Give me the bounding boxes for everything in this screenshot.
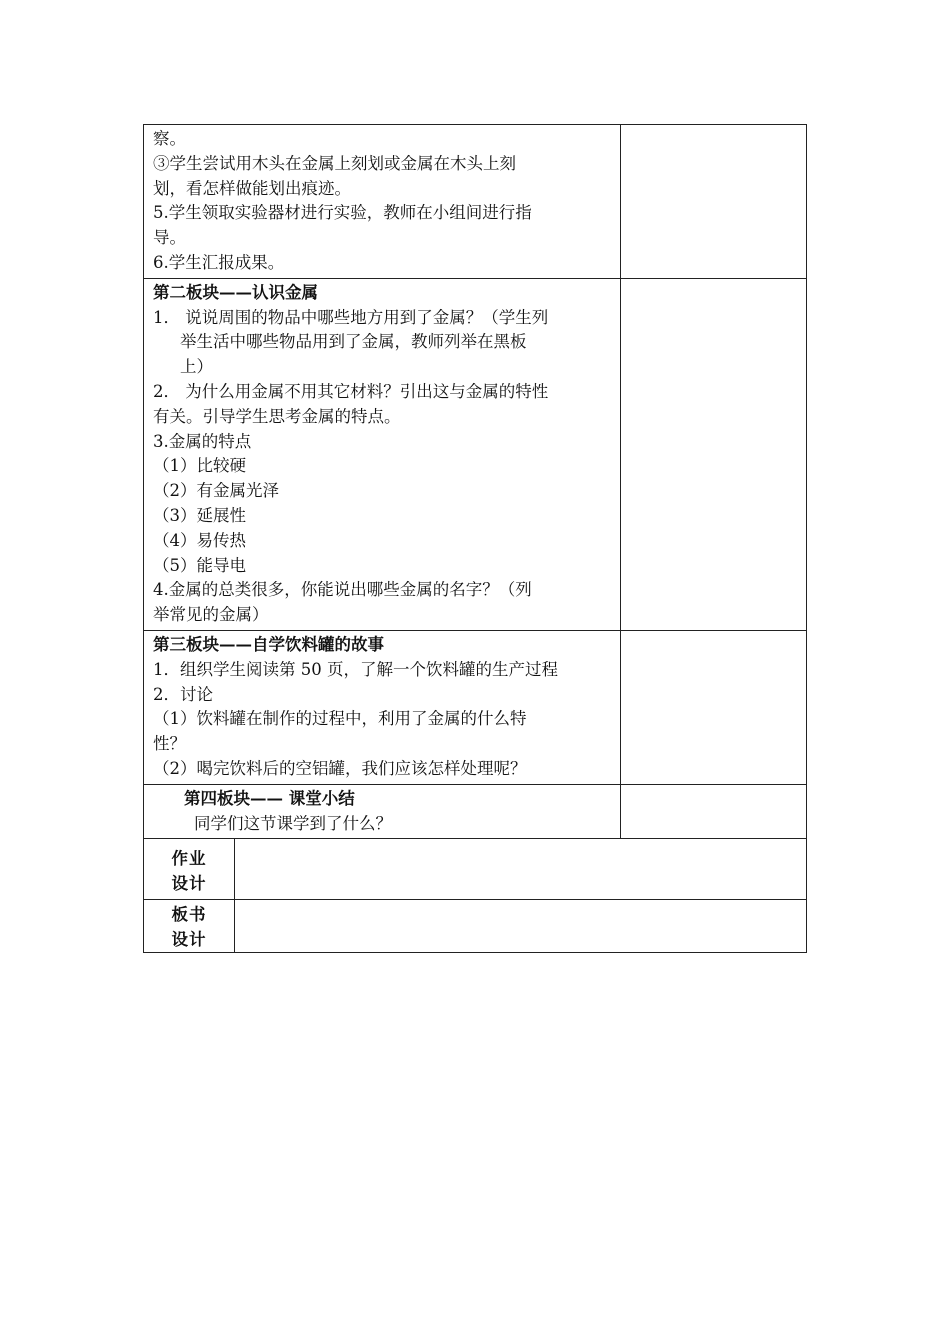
board-label-cell xyxy=(144,900,235,953)
section4-line: 同学们这节课学到了什么？ xyxy=(194,813,392,833)
board-row xyxy=(144,900,807,953)
section4-heading: 第四板块—— 课堂小结 xyxy=(184,788,355,808)
section1-line: ③学生尝试用木头在金属上刻划或金属在木头上刻 xyxy=(153,153,516,173)
metal-feature-item: （2）有金属光泽 xyxy=(153,481,279,501)
metal-feature-item: （5）能导电 xyxy=(153,555,246,575)
section2-item4-line: 举常见的金属） xyxy=(153,605,269,625)
metal-feature-item: （3）延展性 xyxy=(153,505,246,525)
board-label-line2: 设计 xyxy=(171,930,207,950)
board-content-cell xyxy=(235,900,807,953)
section4-notes-cell xyxy=(621,784,807,839)
section1-line: 6.学生汇报成果。 xyxy=(153,252,285,272)
section1-line: 5.学生领取实验器材进行实验，教师在小组间进行指 xyxy=(153,203,532,223)
section4-row xyxy=(144,784,807,839)
section4-content-cell xyxy=(144,784,621,839)
section1-content-cell xyxy=(144,125,621,279)
metal-feature-item: （1）比较硬 xyxy=(153,456,246,476)
section1-line: 察。 xyxy=(153,129,186,148)
section2-heading: 第二板块——认识金属 xyxy=(153,282,318,302)
section3-notes-cell xyxy=(621,630,807,784)
section2-item2-line: 2． 为什么用金属不用其它材料？引出这与金属的特性 xyxy=(153,381,549,401)
homework-row xyxy=(144,839,807,900)
homework-label-line2: 设计 xyxy=(171,874,207,894)
section2-item1-line: 举生活中哪些物品用到了金属，教师列举在黑板 xyxy=(180,332,527,352)
section2-item4-line: 4.金属的总类很多，你能说出哪些金属的名字？（列 xyxy=(153,580,532,600)
section2-row xyxy=(144,278,807,630)
section3-line: 1．组织学生阅读第 50 页，了解一个饮料罐的生产过程 xyxy=(153,659,558,679)
section2-content-cell xyxy=(144,278,621,630)
section3-line: （2）喝完饮料后的空铝罐，我们应该怎样处理呢？ xyxy=(153,758,527,778)
section2-item2-line: 有关。引导学生思考金属的特点。 xyxy=(153,406,401,426)
board-label-line1: 板书 xyxy=(171,905,207,925)
section3-content-cell xyxy=(144,630,621,784)
section3-line: （1）饮料罐在制作的过程中，利用了金属的什么特 xyxy=(153,709,527,729)
lesson-plan-table xyxy=(143,124,807,953)
section2-item1-line: 上） xyxy=(180,357,213,377)
lesson-plan-sheet xyxy=(143,124,806,953)
section3-row xyxy=(144,630,807,784)
section3-heading: 第三板块——自学饮料罐的故事 xyxy=(153,634,384,654)
section3-line: 性？ xyxy=(153,734,186,754)
metal-feature-item: （4）易传热 xyxy=(153,530,246,550)
section1-line: 导。 xyxy=(153,228,186,248)
homework-label-cell xyxy=(144,839,235,900)
section2-notes-cell xyxy=(621,278,807,630)
section2-item1-line: 1． 说说周围的物品中哪些地方用到了金属？（学生列 xyxy=(153,307,549,327)
section2-item3: 3.金属的特点 xyxy=(153,431,252,451)
section1-row xyxy=(144,125,807,279)
homework-content-cell xyxy=(235,839,807,900)
homework-label-line1: 作业 xyxy=(171,849,207,869)
section1-notes-cell xyxy=(621,125,807,279)
section3-line: 2．讨论 xyxy=(153,684,213,704)
section1-line: 划，看怎样做能划出痕迹。 xyxy=(153,178,351,198)
